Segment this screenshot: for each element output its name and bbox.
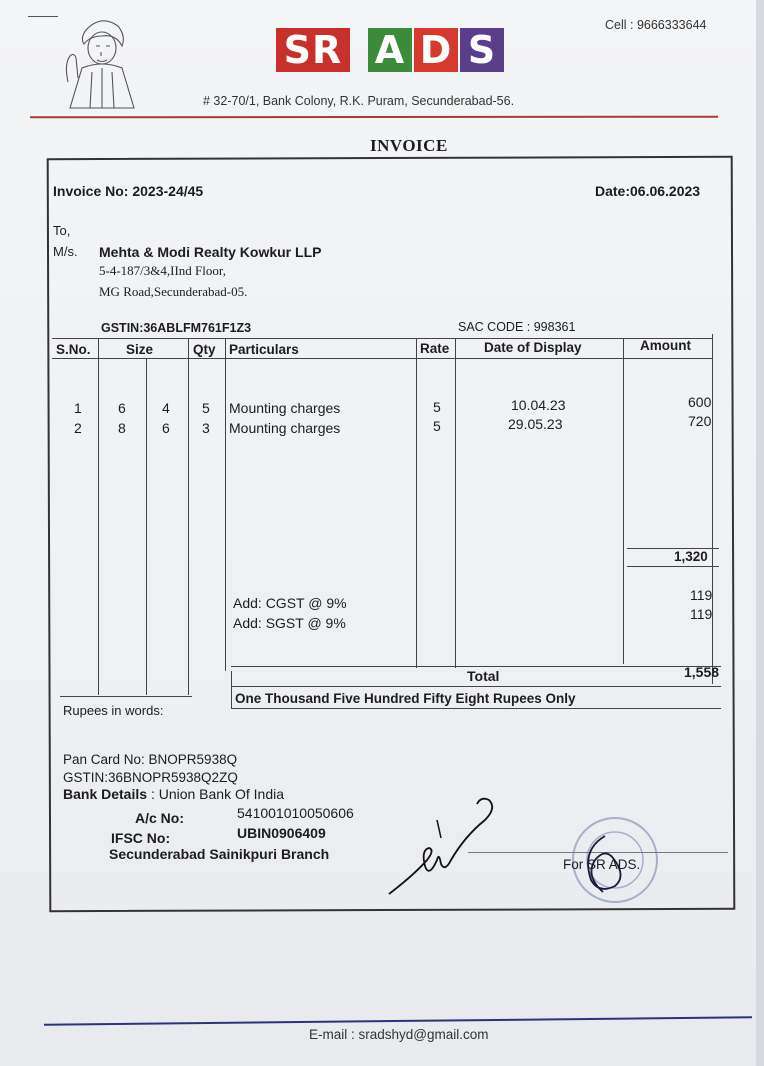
bank-name: : Union Bank Of India [150,786,285,802]
sac-code: SAC CODE : 998361 [458,320,576,334]
cgst-value: 119 [690,587,713,603]
total-value: 1,558 [684,664,720,680]
header-date: Date of Display [484,340,582,355]
account-number: 541001010050606 [237,805,354,821]
subtotal-rule [627,566,719,567]
col-divider [416,338,417,668]
amount-in-words: One Thousand Five Hundred Fifty Eight Rupees Only [235,691,576,706]
col-divider [146,358,147,695]
cell-number: Cell : 9666333644 [605,18,707,32]
client-name: Mehta & Modi Realty Kowkur LLP [99,244,322,260]
bank-details [63,786,284,802]
subtotal-value: 1,320 [674,549,708,564]
company-gstin: GSTIN:36BNOPR5938Q2ZQ [63,770,238,785]
invoice-number: Invoice No: 2023-24/45 [53,183,204,199]
row-sno: 2 [74,420,82,436]
total-bottom-rule [231,686,721,687]
total-top-rule [231,666,721,667]
bank-label: Bank Details [63,786,148,802]
row-width: 6 [118,400,126,416]
header-size: Size [126,342,154,357]
col-divider [623,338,624,664]
logo-d: D [414,28,458,72]
signature [385,790,515,900]
client-address-line1: 5-4-187/3&4,IInd Floor, [99,263,226,278]
account-label: A/c No: [135,810,184,826]
words-label-rule [60,696,192,697]
row-particulars: Mounting charges [229,400,341,416]
ifsc-label: IFSC No: [111,830,171,846]
row-rate: 5 [433,418,441,434]
client-gstin: GSTIN:36ABLFM761F1Z3 [101,321,252,335]
ms-label: M/s. [53,244,78,259]
words-bottom-rule [231,708,721,709]
row-qty: 5 [202,400,210,416]
logo-a: A [368,28,412,72]
invoice-date: Date:06.06.2023 [595,183,701,199]
row-height: 6 [162,420,170,436]
logo-s: S [460,28,504,72]
row-qty: 3 [202,420,210,436]
header-amount: Amount [640,338,691,353]
paper-edge [756,0,764,1066]
client-address-line2: MG Road,Secunderabad-05. [99,284,248,299]
col-divider [225,338,226,671]
portrait-illustration [56,12,146,112]
col-divider [188,338,189,695]
header-rate: Rate [420,341,450,356]
invoice-title: INVOICE [370,136,448,155]
ifsc-code: UBIN0906409 [237,825,326,841]
header-particulars: Particulars [229,342,299,357]
to-label: To, [53,223,71,238]
words-left-rule [231,671,232,709]
table-header-rule [52,358,712,359]
row-height: 4 [162,400,170,416]
cgst-label: Add: CGST @ 9% [233,595,347,611]
row-width: 8 [118,420,126,436]
row-rate: 5 [433,399,441,415]
sgst-value: 119 [690,606,713,622]
row-amount: 720 [688,413,712,429]
header-qty: Qty [193,342,216,357]
sgst-label: Add: SGST @ 9% [233,615,346,631]
row-date: 10.04.23 [511,397,566,413]
header-sno: S.No. [56,342,91,357]
total-label: Total [467,668,500,684]
col-divider [98,338,99,695]
branch-name: Secunderabad Sainikpuri Branch [109,846,330,862]
col-divider [712,334,713,684]
row-particulars: Mounting charges [229,420,341,436]
pan-number: Pan Card No: BNOPR5938Q [63,752,238,767]
saint-portrait-icon [56,12,146,112]
rupees-in-words-label: Rupees in words: [63,703,164,718]
col-divider [455,338,456,668]
for-company: For SR ADS. [563,857,641,872]
table-top-rule [52,338,712,339]
corner-mark [28,16,58,17]
row-sno: 1 [74,400,82,416]
company-address: # 32-70/1, Bank Colony, R.K. Puram, Secunderabad-56. [203,94,515,108]
row-date: 29.05.23 [508,416,563,432]
row-amount: 600 [688,394,712,410]
company-email: E-mail : sradshyd@gmail.com [309,1027,489,1042]
logo-sr: SR [276,28,350,72]
